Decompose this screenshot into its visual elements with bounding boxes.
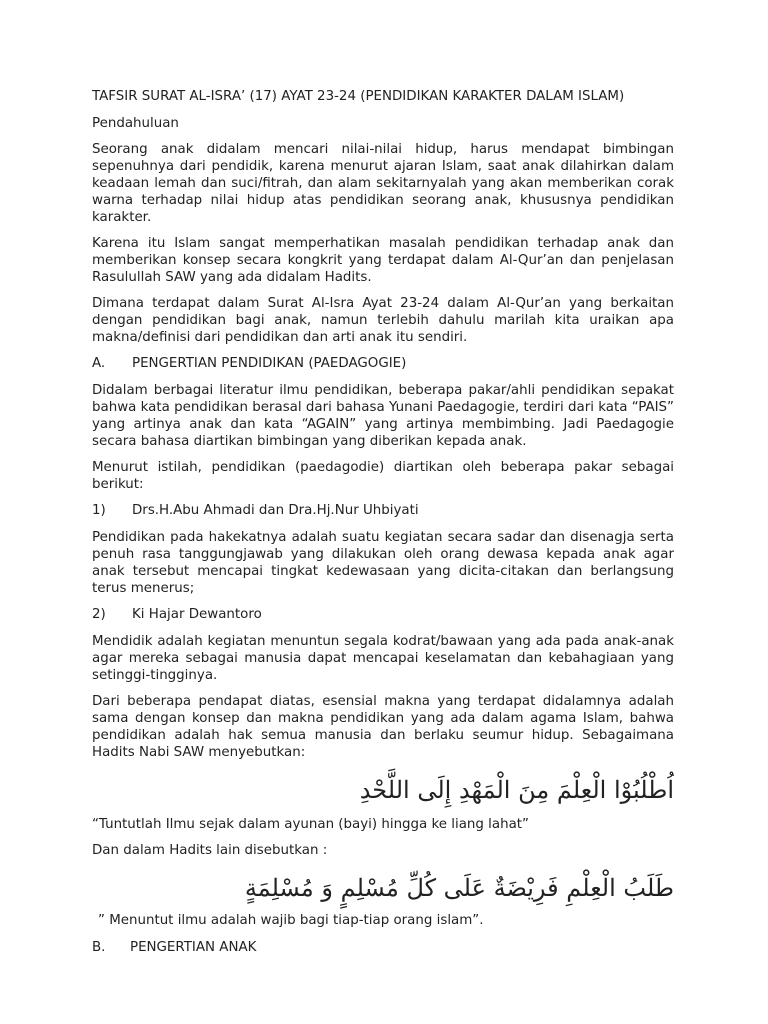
paragraph-intro-3: Dimana terdapat dalam Surat Al-Isra Ayat 23-24 dalam Al-Qur’an yang berkaitan dengan pendidikan bagi anak, namun terlebih dahulu marilah kita uraikan apa makna/definisi dari pendidikan dan arti anak itu sendiri. [92,296,674,345]
list-item-1-title: Drs.H.Abu Ahmadi dan Dra.Hj.Nur Uhbiyati [132,503,419,518]
paragraph-definition-2: Mendidik adalah kegiatan menuntun segala kodrat/bawaan yang ada pada anak-anak agar mereka sebagai manusia dapat mencapai keselamatan dan kebahagiaan yang setinggi-tingginya. [92,634,674,683]
hadith-translation-2: ” Menuntut ilmu adalah wajib bagi tiap-tiap orang islam”. [98,913,484,928]
paragraph-definition-1: Pendidikan pada hakekatnya adalah suatu kegiatan secara sadar dan disenagja serta penuh rasa tanggungjawab yang dilakukan oleh orang dewasa kepada anak agar anak tersebut mencapai tingkat kedewasaan yang dicita-citakan dan berlangsung terus menerus; [92,530,674,596]
intro-heading: Pendahuluan [92,116,179,131]
section-a-title: PENGERTIAN PENDIDIKAN (PAEDAGOGIE) [132,356,407,371]
arabic-hadith-1: اُطْلُبُوْا الْعِلْمَ مِنَ الْمَهْدِ إِلَى اللَّحْدِ [359,776,674,804]
paragraph-intro-2: Karena itu Islam sangat memperhatikan masalah pendidikan terhadap anak dan memberikan konsep secara kongkrit yang terdapat dalam Al-Qur’an dan penjelasan Rasulullah SAW yang ada didalam Hadits. [92,236,674,285]
list-item-1-marker: 1) [92,503,106,518]
list-item-1 [92,502,674,519]
paragraph-other-hadith: Dan dalam Hadits lain disebutkan : [92,843,328,858]
hadith-translation-1: “Tuntutlah Ilmu sejak dalam ayunan (bayi) hingga ke liang lahat” [92,817,529,832]
document-title: TAFSIR SURAT AL-ISRA’ (17) AYAT 23-24 (PENDIDIKAN KARAKTER DALAM ISLAM) [92,89,625,104]
paragraph-intro-1: Seorang anak didalam mencari nilai-nilai hidup, harus mendapat bimbingan sepenuhnya dari pendidik, karena menurut ajaran Islam, saat anak dilahirkan dalam keadaan lemah dan suci/fitrah, dan alam sekitarnyalah yang akan memberikan corak warna terhadap nilai hidup atas pendidikan seorang anak, khususnya pendidikan karakter. [92,142,674,225]
section-b-heading [92,939,674,956]
paragraph-definitions-intro: Menurut istilah, pendidikan (paedagodie) diartikan oleh beberapa pakar sebagai berikut: [92,460,674,492]
list-item-2-marker: 2) [92,607,106,622]
paragraph-conclusion: Dari beberapa pendapat diatas, esensial makna yang terdapat didalamnya adalah sama dengan konsep dan makna pendidikan yang ada dalam agama Islam, bahwa pendidikan adalah hak semua manusia dan berlaku seumur hidup. Sebagaimana Hadits Nabi SAW menyebutkan: [92,694,674,760]
paragraph-etymology: Didalam berbagai literatur ilmu pendidikan, beberapa pakar/ahli pendidikan sepakat bahwa kata pendidikan berasal dari bahasa Yunani Paedagogie, terdiri dari kata “PAIS” yang artinya anak dan kata “AGAIN” yang artinya membimbing. Jadi Paedagogie secara bahasa diartikan bimbingan yang diberikan kepada anak. [92,383,674,449]
arabic-hadith-2: طَلَبُ الْعِلْمِ فَرِيْضَةٌ عَلَى كُلِّ مُسْلِمٍ وَ مُسْلِمَةٍ [244,874,674,902]
section-b-title: PENGERTIAN ANAK [130,940,257,955]
section-a-heading [92,355,674,372]
list-item-2-title: Ki Hajar Dewantoro [132,607,262,622]
section-b-marker: B. [92,940,106,955]
list-item-2 [92,606,674,623]
document-body [92,88,674,966]
section-a-marker: A. [92,356,106,371]
